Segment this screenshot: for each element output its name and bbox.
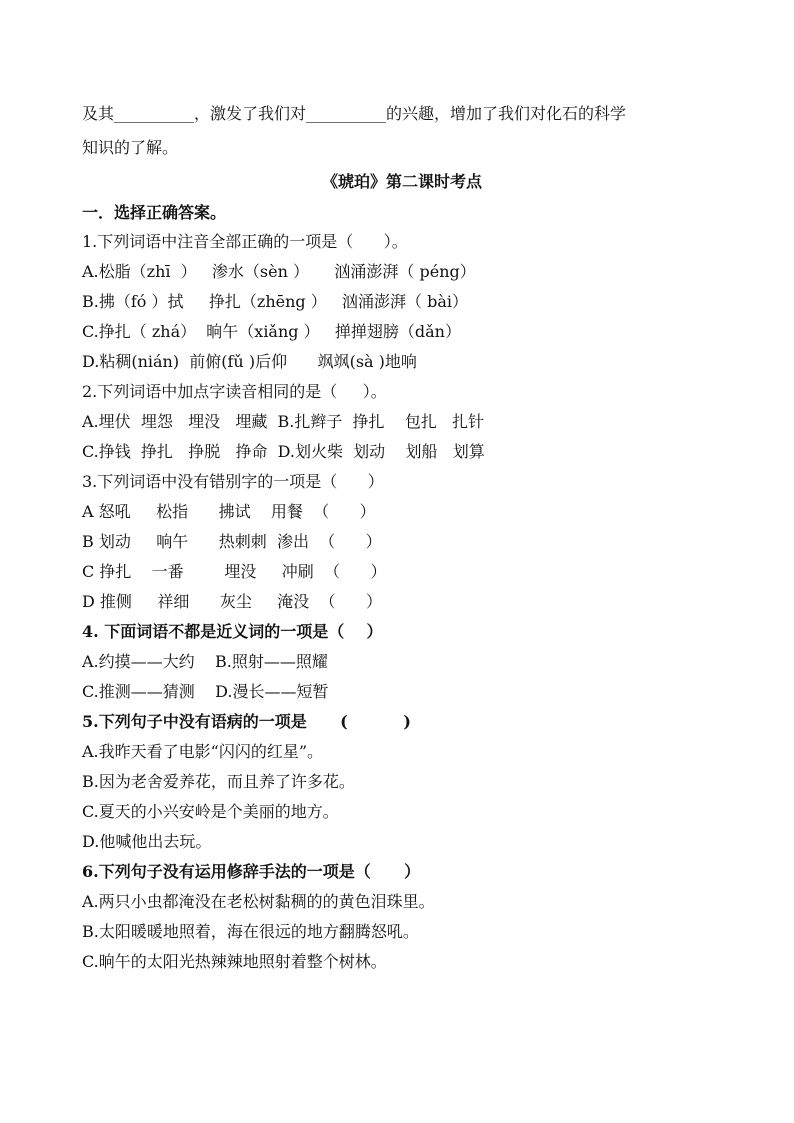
question-3-option-c: C 挣扎 一番 埋没 冲刷 （ ） [82,562,387,581]
intro-line-1: 及其__________，激发了我们对__________的兴趣，增加了我们对化石的科学 [82,104,627,123]
question-2-stem: 2.下列词语中加点字读音相同的是（ ）。 [82,382,387,401]
question-3-option-b: B 划动 响午 热刺刺 渗出 （ ） [82,532,382,551]
question-1-stem: 1.下列词语中注音全部正确的一项是（ ）。 [82,232,408,251]
worksheet-page [82,104,722,972]
question-4-stem: 4. 下面词语不都是近义词的一项是（ ） [82,622,383,641]
intro-line-2: 知识的了解。 [82,138,179,157]
question-1-option-d: D.粘稠(nián) 前俯(fǔ )后仰 飒飒(sà )地响 [82,352,417,371]
question-5-option-a: A.我昨天看了电影“闪闪的红星”。 [82,742,324,761]
question-1-option-a: A.松脂（zhī ） 渗水（sèn ） 汹涌澎湃（ péng） [82,262,476,281]
question-2-option-row-2: C.挣钱 挣扎 挣脱 挣命 D.划火柴 划动 划船 划算 [82,442,485,461]
question-6-option-a: A.两只小虫都淹没在老松树黏稠的的黄色泪珠里。 [82,892,435,911]
question-5-option-b: B.因为老舍爱养花，而且养了许多花。 [82,772,355,791]
question-6-stem: 6.下列句子没有运用修辞手法的一项是（ ） [82,862,421,881]
question-4-option-row-2: C.推测——猜测 D.漫长——短暂 [82,682,329,701]
question-5-option-d: D.他喊他出去玩。 [82,832,212,851]
question-1-option-b: B.拂（fó ）拭 挣扎（zhēng ） 汹涌澎湃（ bài） [82,292,468,311]
section-heading: 一．选择正确答案。 [82,203,227,222]
question-5-stem: 5.下列句子中没有语病的一项是 ( ) [82,712,411,731]
question-5-option-c: C.夏天的小兴安岭是个美丽的地方。 [82,802,339,821]
question-3-option-a: A 怒吼 松指 拂试 用餐 （ ） [82,502,376,521]
question-3-stem: 3.下列词语中没有错别字的一项是（ ） [82,472,384,491]
question-3-option-d: D 推侧 祥细 灰尘 淹没 （ ） [82,592,382,611]
question-6-option-c: C.晌午的太阳光热辣辣地照射着整个树林。 [82,952,387,971]
question-1-option-c: C.挣扎（ zhá） 晌午（xiǎng ） 掸掸翅膀（dǎn） [82,322,461,341]
question-4-option-row-1: A.约摸——大约 B.照射——照耀 [82,652,328,671]
question-6-option-b: B.太阳暖暖地照着，海在很远的地方翻腾怒吼。 [82,922,419,941]
worksheet-title: 《琥珀》第二课时考点 [321,172,482,191]
question-2-option-row-1: A.埋伏 埋怨 埋没 埋藏 B.扎辫子 挣扎 包扎 扎针 [82,412,485,431]
